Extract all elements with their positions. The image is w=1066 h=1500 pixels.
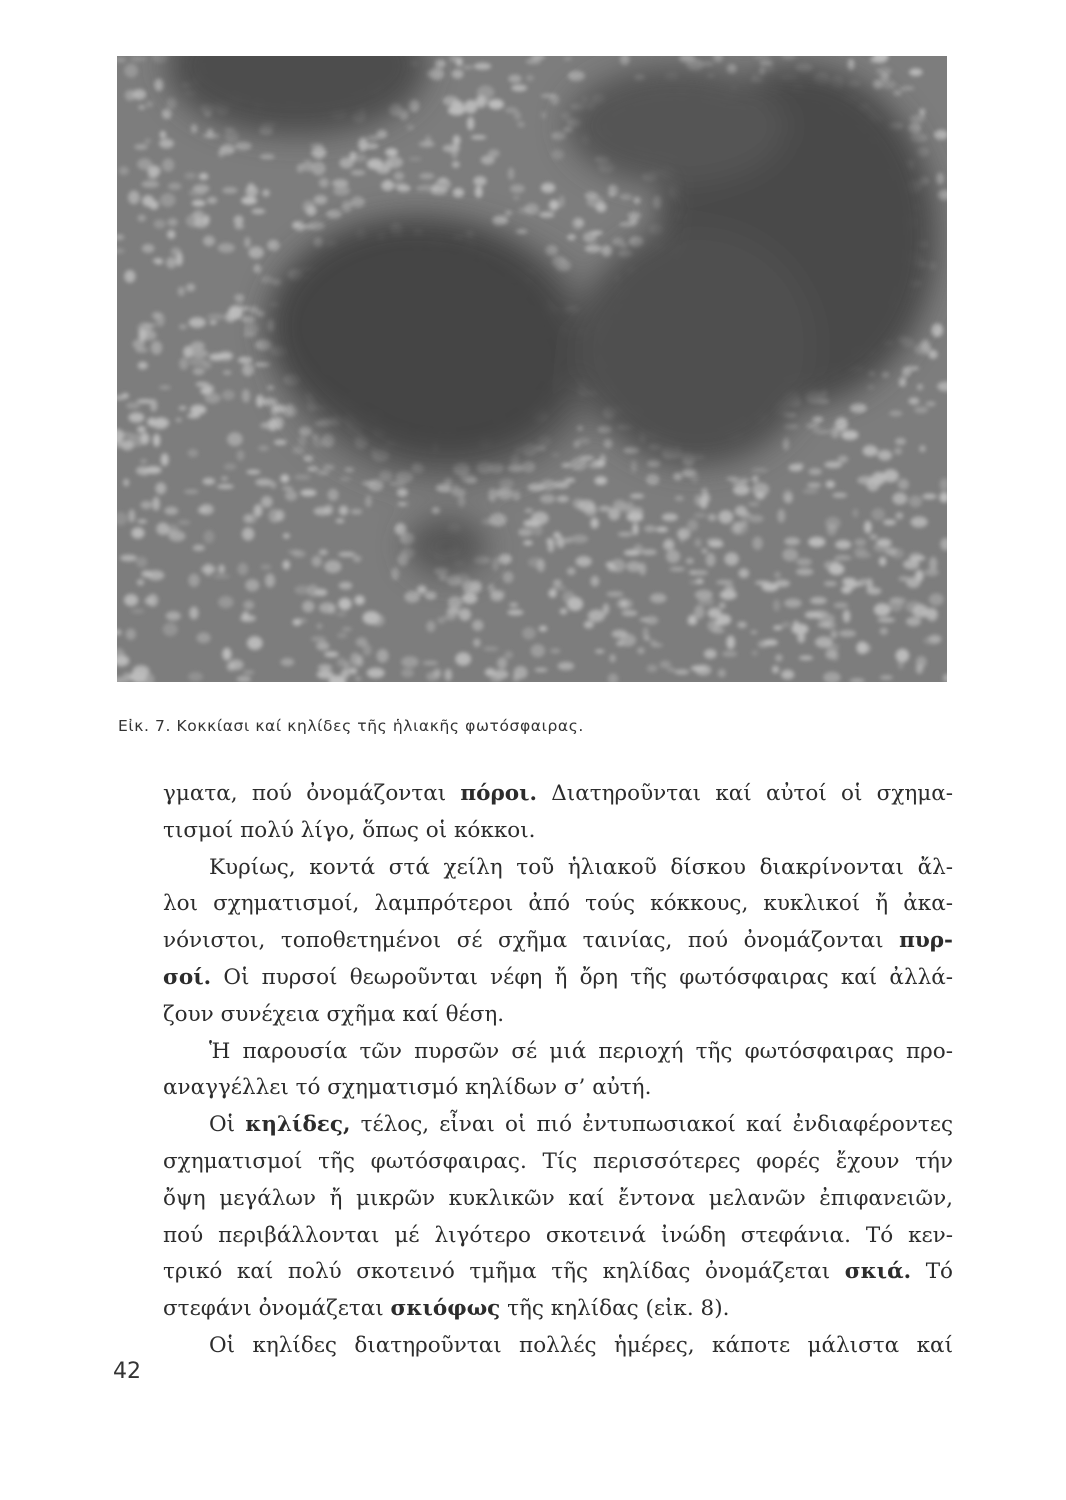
text-line: τρικό καί πολύ σκοτεινό τμῆμα τῆς κηλίδας ὀνομάζεται σκιά. Τό [163,1259,953,1285]
text-line: Οἱ κηλίδες διατηροῦνται πολλές ἡμέρες, κάποτε μάλιστα καί [209,1332,953,1358]
sunspot-photograph [117,56,947,682]
text-line: σοί. Οἱ πυρσοί θεωροῦνται νέφη ἤ ὄρη τῆς φωτόσφαιρας καί ἀλλά- [163,964,953,990]
figure-caption: Εἰκ. 7. Κοκκίασι καί κηλίδες τῆς ἡλιακῆς φωτόσφαιρας. [118,717,584,735]
text-line: ὄψη μεγάλων ἤ μικρῶν κυκλικῶν καί ἔντονα μελανῶν ἐπιφανειῶν, [163,1185,953,1211]
text-line: Ἡ παρουσία τῶν πυρσῶν σέ μιά περιοχή τῆς φωτόσφαιρας προ- [209,1038,953,1064]
text-line: πού περιβάλλονται μέ λιγότερο σκοτεινά ἰνώδη στεφάνια. Τό κεν- [163,1222,953,1248]
text-line: νόνιστοι, τοποθετημένοι σέ σχῆμα ταινίας, πού ὀνομάζονται πυρ- [163,928,953,954]
text-line: αναγγέλλει τό σχηματισμό κηλίδων σ’ αὐτή. [163,1075,652,1101]
photo-image [117,56,947,682]
page-number: 42 [113,1359,141,1384]
text-line: σχηματισμοί τῆς φωτόσφαιρας. Τίς περισσότερες φορές ἔχουν τήν [163,1148,953,1174]
text-line: λοι σχηματισμοί, λαμπρότεροι ἀπό τούς κόκκους, κυκλικοί ἤ ἀκα- [163,891,953,917]
text-line: γματα, πού ὀνομάζονται πόροι. Διατηροῦνται καί αὐτοί οἱ σχημα- [163,781,954,806]
body-text [163,776,953,1365]
text-line: Κυρίως, κοντά στά χείλη τοῦ ἡλιακοῦ δίσκου διακρίνονται ἄλ- [209,854,953,880]
text-line: στεφάνι ὀνομάζεται σκιόφως τῆς κηλίδας (εἰκ. 8). [163,1296,730,1322]
text-line: Οἱ κηλίδες, τέλος, εἶναι οἱ πιό ἐντυπωσιακοί καί ἐνδιαφέροντες [209,1112,953,1138]
text-line: τισμοί πολύ λίγο, ὅπως οἱ κόκκοι. [163,817,536,843]
text-line: ζουν συνέχεια σχῆμα καί θέση. [163,1001,505,1027]
